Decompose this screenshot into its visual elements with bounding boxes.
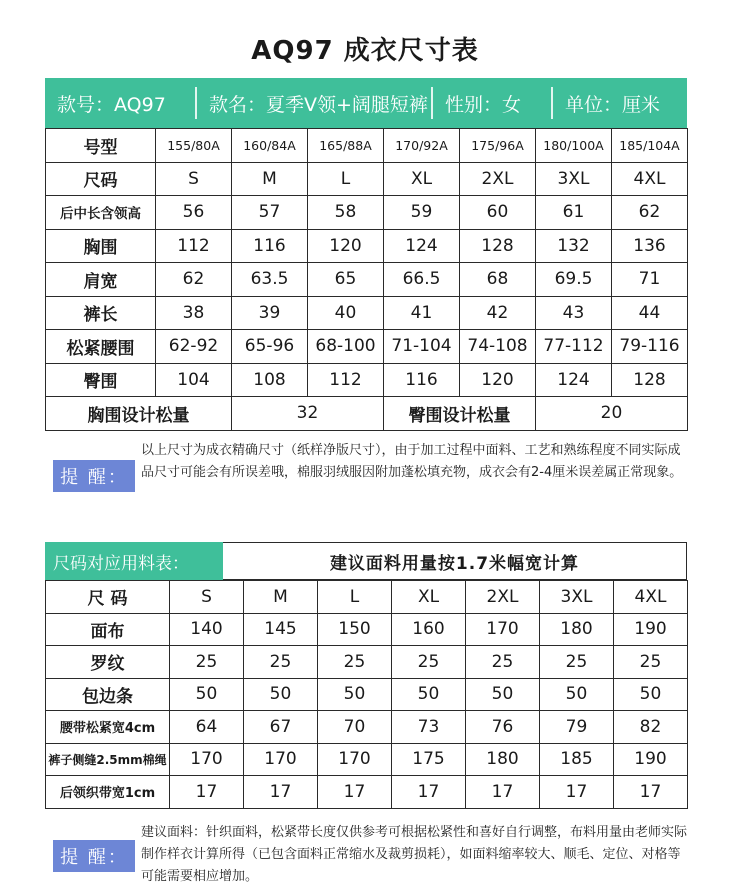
table-cell: 39 — [232, 296, 308, 330]
table-cell: 155/80A — [156, 129, 232, 163]
reminder-note-2 — [45, 822, 695, 892]
table-row — [46, 397, 688, 431]
table-cell: 185/104A — [612, 129, 688, 163]
table-cell: 17 — [540, 776, 614, 809]
reminder-badge: 提 醒： — [53, 840, 135, 872]
table-cell: XL — [384, 162, 460, 196]
row-label: 后领织带宽1cm — [46, 776, 170, 809]
table-cell: 68 — [460, 263, 536, 297]
row-label: 肩宽 — [46, 263, 156, 297]
reminder-note-1 — [45, 440, 695, 510]
table-cell: 76 — [466, 711, 540, 744]
table-cell: 50 — [170, 678, 244, 711]
row-label: 号型 — [46, 129, 156, 163]
unit: 单位：厘米 — [565, 93, 661, 116]
hip-ease-value: 20 — [536, 397, 688, 431]
table-row — [46, 646, 688, 679]
table-cell: 160 — [392, 613, 466, 646]
style-number: 款号：AQ97 — [57, 93, 166, 116]
table-cell: 62 — [156, 263, 232, 297]
row-label: 裤长 — [46, 296, 156, 330]
table-cell: 73 — [392, 711, 466, 744]
row-label: 包边条 — [46, 678, 170, 711]
table-cell: 61 — [536, 196, 612, 230]
table-cell: 170 — [466, 613, 540, 646]
table-cell: 65-96 — [232, 330, 308, 364]
table-cell: 67 — [244, 711, 318, 744]
reminder-text: 以上尺寸为成衣精确尺寸（纸样净版尺寸），由于加工过程中面料、工艺和熟练程度不同实际成品尺寸可能会有所误差哦，棉服羽绒服因附加蓬松填充物，成衣会有2-4厘米误差属正常现象。 — [141, 443, 683, 480]
size-table — [45, 128, 688, 431]
table-cell: 2XL — [460, 162, 536, 196]
table-row — [46, 196, 688, 230]
table-row — [46, 162, 688, 196]
table-cell: 68-100 — [308, 330, 384, 364]
table-row — [46, 711, 688, 744]
table-cell: 71 — [612, 263, 688, 297]
table-cell: 170 — [244, 743, 318, 776]
table-cell: 190 — [614, 613, 688, 646]
table-cell: 17 — [318, 776, 392, 809]
table-cell: 136 — [612, 229, 688, 263]
table-cell: 120 — [460, 363, 536, 397]
table-cell: 59 — [384, 196, 460, 230]
table-cell: 43 — [536, 296, 612, 330]
row-label: 裤子侧缝2.5mm棉绳 — [46, 743, 170, 776]
table-cell: 42 — [460, 296, 536, 330]
table-cell: 17 — [466, 776, 540, 809]
table-row — [46, 129, 688, 163]
table-cell: 25 — [392, 646, 466, 679]
table-row — [46, 743, 688, 776]
table-cell: L — [308, 162, 384, 196]
table-cell: 112 — [156, 229, 232, 263]
table-cell: 63.5 — [232, 263, 308, 297]
table-row — [46, 678, 688, 711]
table-cell: 66.5 — [384, 263, 460, 297]
row-label: 后中长含领高 — [46, 196, 156, 230]
table-cell: XL — [392, 581, 466, 614]
table-cell: 116 — [384, 363, 460, 397]
table-cell: 112 — [308, 363, 384, 397]
table-cell: 50 — [318, 678, 392, 711]
table-cell: 185 — [540, 743, 614, 776]
table-cell: 116 — [232, 229, 308, 263]
table-cell: 170 — [318, 743, 392, 776]
table-cell: 25 — [244, 646, 318, 679]
table-cell: 57 — [232, 196, 308, 230]
table-row — [46, 229, 688, 263]
table-cell: 175/96A — [460, 129, 536, 163]
table-cell: 124 — [384, 229, 460, 263]
table-cell: 25 — [540, 646, 614, 679]
row-label: 面布 — [46, 613, 170, 646]
table-row — [46, 330, 688, 364]
page-title: AQ97 成衣尺寸表 — [251, 36, 479, 66]
table-cell: 2XL — [466, 581, 540, 614]
table-cell: 50 — [466, 678, 540, 711]
table-cell: 17 — [614, 776, 688, 809]
table-cell: 38 — [156, 296, 232, 330]
row-label: 臀围 — [46, 363, 156, 397]
table-cell: 180/100A — [536, 129, 612, 163]
table-cell: 4XL — [614, 581, 688, 614]
fabric-section-header — [45, 542, 687, 580]
table-cell: 17 — [244, 776, 318, 809]
table-cell: 50 — [614, 678, 688, 711]
table-row — [46, 363, 688, 397]
table-cell: 62 — [612, 196, 688, 230]
table-row — [46, 296, 688, 330]
table-cell: 190 — [614, 743, 688, 776]
table-row — [46, 613, 688, 646]
row-label: 尺 码 — [46, 581, 170, 614]
table-cell: 128 — [612, 363, 688, 397]
table-cell: 64 — [170, 711, 244, 744]
table-cell: S — [170, 581, 244, 614]
table-cell: 41 — [384, 296, 460, 330]
table-cell: 170 — [170, 743, 244, 776]
fabric-section-label: 尺码对应用料表： — [45, 542, 223, 580]
table-cell: 58 — [308, 196, 384, 230]
table-cell: 175 — [392, 743, 466, 776]
table-cell: 25 — [466, 646, 540, 679]
table-cell: 120 — [308, 229, 384, 263]
table-cell: 79 — [540, 711, 614, 744]
table-cell: 65 — [308, 263, 384, 297]
gender: 性别：女 — [445, 93, 522, 116]
table-cell: 56 — [156, 196, 232, 230]
reminder-badge: 提 醒： — [53, 460, 135, 492]
table-cell: 160/84A — [232, 129, 308, 163]
table-cell: 150 — [318, 613, 392, 646]
style-name: 款名：夏季V领+阔腿短裤 — [209, 93, 428, 116]
info-bar — [45, 78, 687, 128]
row-label: 胸围 — [46, 229, 156, 263]
table-cell: 180 — [540, 613, 614, 646]
chest-ease-value: 32 — [232, 397, 384, 431]
reminder-text: 建议面料：针织面料，松紧带长度仅供参考可根据松紧性和喜好自行调整，布料用量由老师实际制作样衣计算所得（已包含面料正常缩水及裁剪损耗），如面料缩率较大、顺毛、定位、对格等可能需要相应增加。 — [141, 825, 688, 884]
table-cell: 170/92A — [384, 129, 460, 163]
row-label: 松紧腰围 — [46, 330, 156, 364]
table-cell: 17 — [170, 776, 244, 809]
table-cell: 62-92 — [156, 330, 232, 364]
table-row — [46, 263, 688, 297]
table-cell: 145 — [244, 613, 318, 646]
table-cell: 3XL — [536, 162, 612, 196]
table-row — [46, 776, 688, 809]
table-cell: 104 — [156, 363, 232, 397]
table-cell: 44 — [612, 296, 688, 330]
table-cell: 165/88A — [308, 129, 384, 163]
table-cell: 3XL — [540, 581, 614, 614]
chest-ease-label: 胸围设计松量 — [46, 397, 232, 431]
table-cell: 82 — [614, 711, 688, 744]
fabric-section-subtitle: 建议面料用量按1.7米幅宽计算 — [223, 542, 687, 580]
fabric-table — [45, 580, 688, 809]
table-cell: 180 — [466, 743, 540, 776]
table-cell: 77-112 — [536, 330, 612, 364]
row-label: 腰带松紧宽4cm — [46, 711, 170, 744]
table-cell: 140 — [170, 613, 244, 646]
table-cell: 108 — [232, 363, 308, 397]
row-label: 罗纹 — [46, 646, 170, 679]
table-cell: S — [156, 162, 232, 196]
table-cell: 25 — [170, 646, 244, 679]
table-cell: 70 — [318, 711, 392, 744]
table-cell: 50 — [244, 678, 318, 711]
table-cell: 50 — [392, 678, 466, 711]
table-cell: 17 — [392, 776, 466, 809]
hip-ease-label: 臀围设计松量 — [384, 397, 536, 431]
table-cell: 128 — [460, 229, 536, 263]
table-cell: 4XL — [612, 162, 688, 196]
table-cell: 132 — [536, 229, 612, 263]
table-cell: 50 — [540, 678, 614, 711]
table-cell: M — [244, 581, 318, 614]
table-cell: 40 — [308, 296, 384, 330]
table-cell: L — [318, 581, 392, 614]
table-cell: 71-104 — [384, 330, 460, 364]
table-cell: 25 — [614, 646, 688, 679]
table-cell: 60 — [460, 196, 536, 230]
row-label: 尺码 — [46, 162, 156, 196]
table-cell: 79-116 — [612, 330, 688, 364]
table-cell: 25 — [318, 646, 392, 679]
table-cell: 69.5 — [536, 263, 612, 297]
table-cell: 74-108 — [460, 330, 536, 364]
table-cell: M — [232, 162, 308, 196]
table-row — [46, 581, 688, 614]
table-cell: 124 — [536, 363, 612, 397]
